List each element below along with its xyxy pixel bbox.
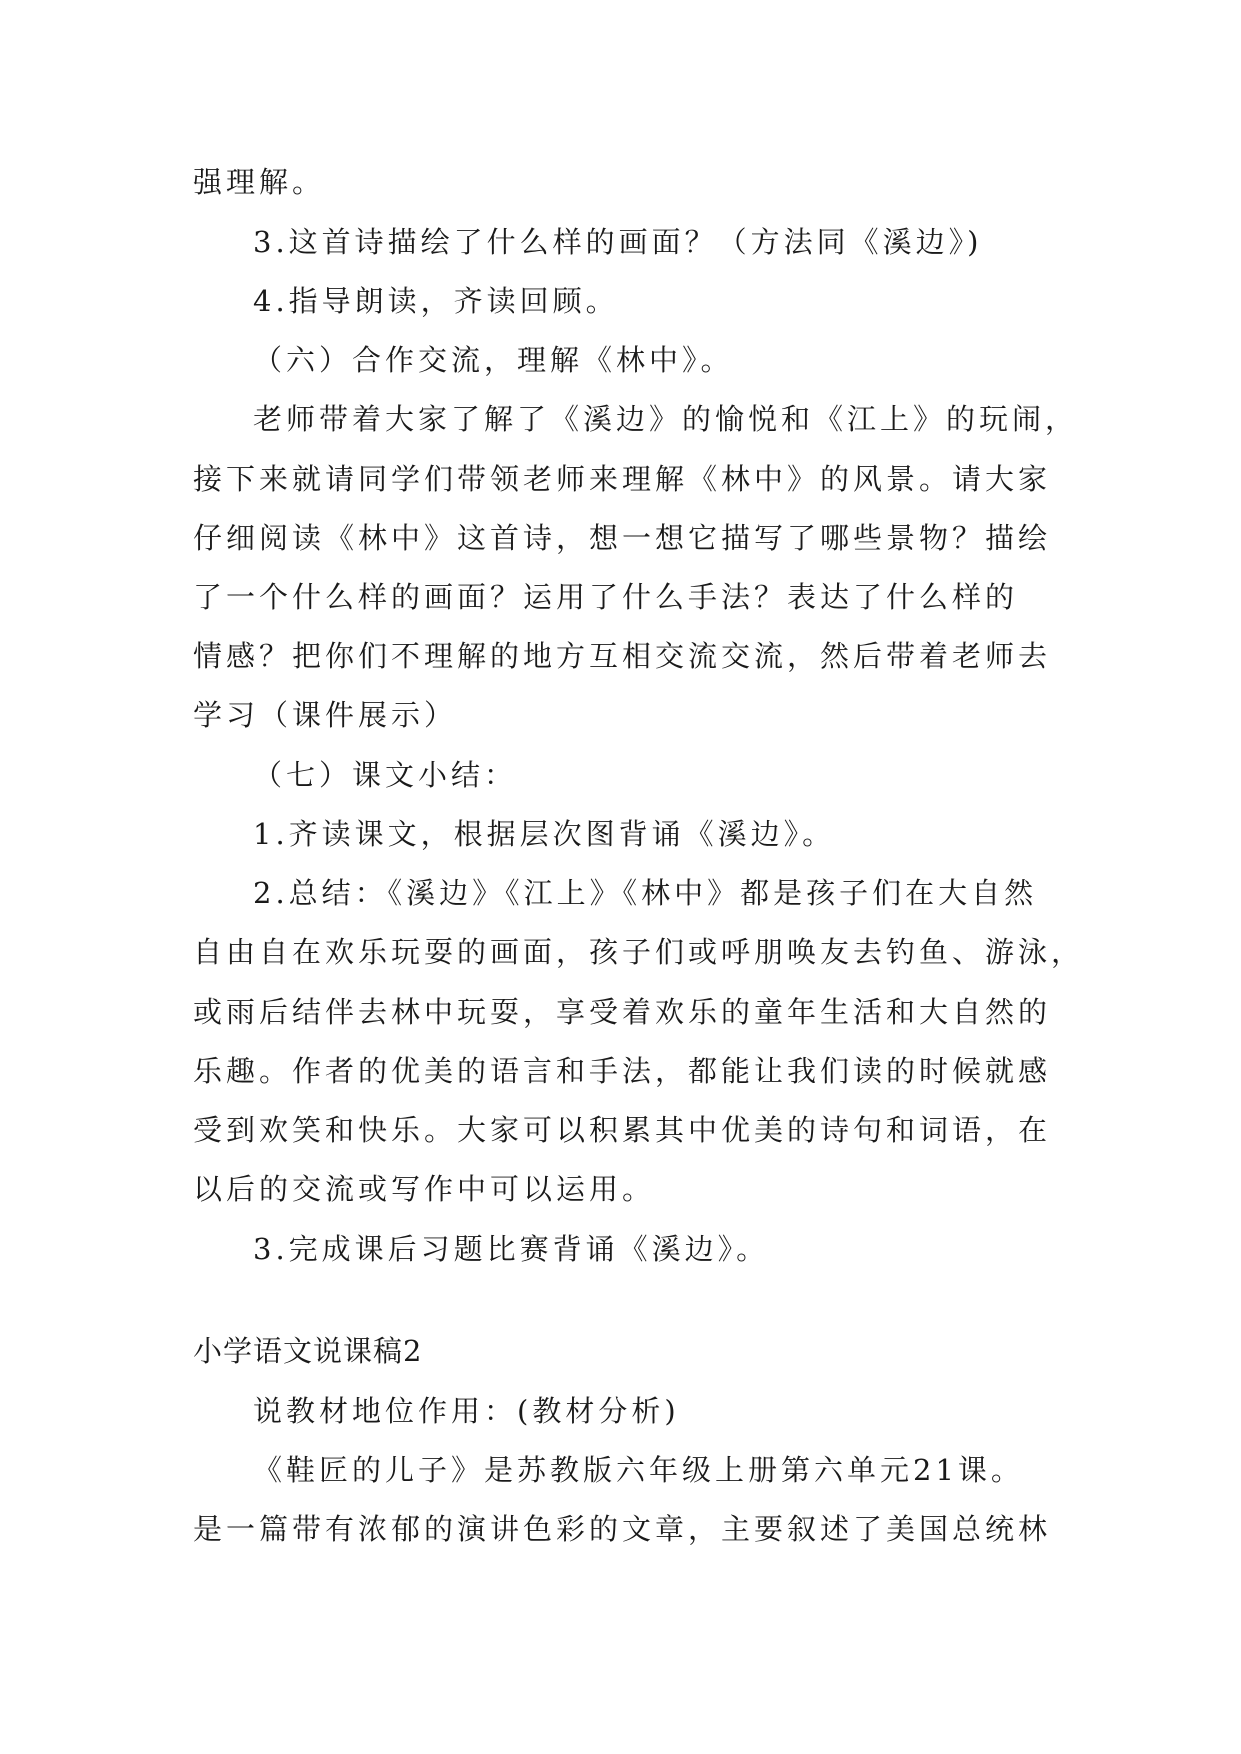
body-text-line: 情感？把你们不理解的地方互相交流交流，然后带着老师去	[193, 639, 1052, 673]
list-item: 2.总结：《溪边》《江上》《林中》都是孩子们在大自然	[253, 876, 1038, 910]
list-item: 3.这首诗描绘了什么样的画面？（方法同《溪边》)	[253, 225, 983, 259]
paragraph-first-line: 《鞋匠的儿子》是苏教版六年级上册第六单元21课。	[253, 1453, 1024, 1487]
body-text-line: 自由自在欢乐玩耍的画面，孩子们或呼朋唤友去钓鱼、游泳，	[193, 935, 1085, 969]
section-heading: （六）合作交流，理解《林中》。	[253, 343, 734, 377]
body-text-line: 受到欢笑和快乐。大家可以积累其中优美的诗句和词语，在	[193, 1113, 1052, 1147]
body-text-line: 仔细阅读《林中》这首诗，想一想它描写了哪些景物？描绘	[193, 521, 1052, 555]
list-item: 4.指导朗读，齐读回顾。	[253, 284, 619, 318]
list-item: 3.完成课后习题比赛背诵《溪边》。	[253, 1232, 770, 1266]
body-text-line: 是一篇带有浓郁的演讲色彩的文章，主要叙述了美国总统林	[193, 1512, 1052, 1546]
body-text-line: 学习（课件展示）	[193, 698, 458, 732]
section-heading: 说教材地位作用：(教材分析)	[253, 1394, 680, 1428]
section-title: 小学语文说课稿2	[193, 1334, 423, 1368]
list-item: 1.齐读课文，根据层次图背诵《溪边》。	[253, 817, 836, 851]
body-text-line: 以后的交流或写作中可以运用。	[193, 1172, 656, 1206]
body-text-line: 了一个什么样的画面？运用了什么手法？表达了什么样的	[193, 580, 1019, 614]
body-text-line: 强理解。	[193, 165, 326, 199]
section-heading: （七）课文小结：	[253, 758, 518, 792]
paragraph-first-line: 老师带着大家了解了《溪边》的愉悦和《江上》的玩闹，	[253, 402, 1079, 436]
body-text-line: 或雨后结伴去林中玩耍，享受着欢乐的童年生活和大自然的	[193, 995, 1052, 1029]
body-text-line: 接下来就请同学们带领老师来理解《林中》的风景。请大家	[193, 462, 1052, 496]
body-text-line: 乐趣。作者的优美的语言和手法，都能让我们读的时候就感	[193, 1054, 1052, 1088]
